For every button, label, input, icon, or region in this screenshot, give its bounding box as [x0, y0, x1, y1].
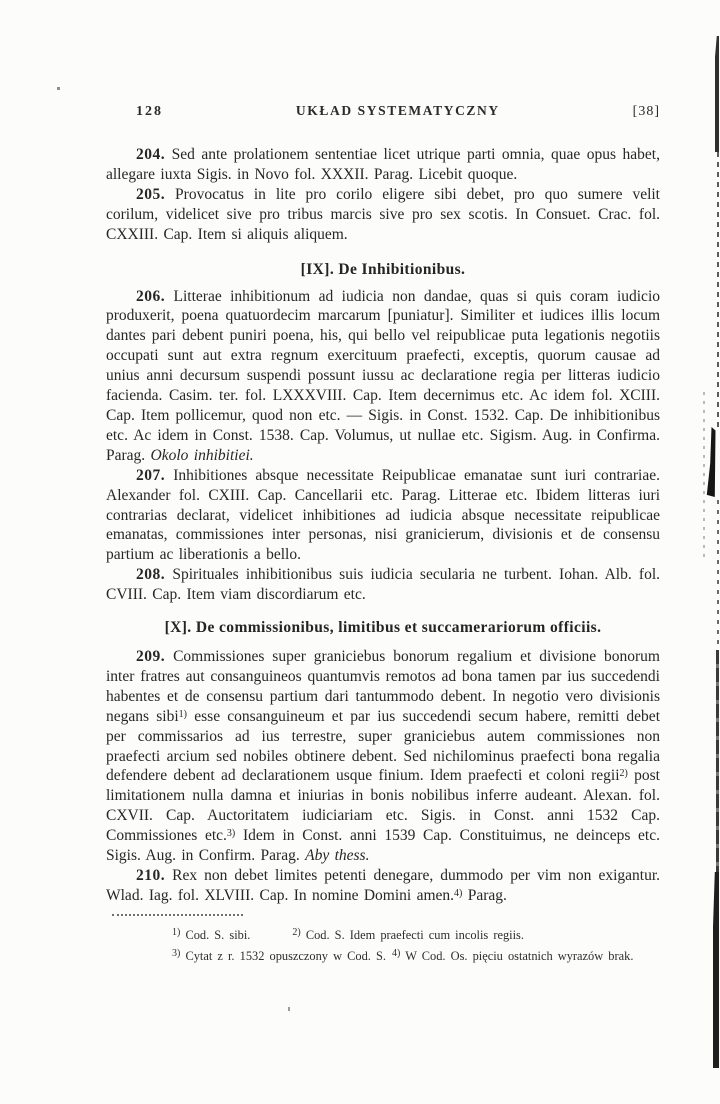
paragraph-number: 205. — [136, 185, 166, 203]
paragraph-207 — [106, 466, 660, 566]
footnote-text: Cod. S. Idem praefecti cum incolis regiis. — [300, 927, 524, 942]
paragraph-text: Sed ante prolationem sententiae licet utrique parti omnia, quae opus habet, allegare iuxta Sigis. in Novo fol. XXXII. Parag. Licebit quoque. — [106, 146, 660, 183]
paragraph-206 — [106, 287, 660, 466]
footnote-ref-3: 3) — [226, 828, 236, 840]
section-heading-ix: [IX]. De Inhibitionibus. — [300, 260, 466, 278]
paragraph-text: Parag. — [462, 886, 507, 904]
paragraph-number: 204. — [136, 146, 166, 163]
paragraph-text: Idem in Const. anni 1539 Cap. Constituimus, ne deinceps etc. Sigis. Aug. in Confirm. Parag. — [106, 827, 660, 865]
paragraph-210 — [106, 866, 660, 906]
scan-edge-artifact — [706, 427, 716, 497]
paragraph-208 — [106, 565, 660, 605]
page-content — [106, 103, 660, 968]
scan-edge-artifact — [703, 392, 705, 560]
page-number: 128 — [136, 104, 163, 119]
italic-phrase: Okolo inhibitiei. — [150, 446, 254, 464]
paragraph-number: 208. — [136, 566, 166, 584]
footnote-ref-2: 2) — [619, 768, 628, 780]
italic-phrase: Aby thess. — [305, 847, 370, 865]
paragraph-209 — [106, 647, 660, 866]
paragraph-text: Commissiones super graniciebus bonorum regalium et divisione bonorum inter fratres aut consanguineos quantumvis remotos ad bona tamen par ius succedendi habentes et de consensu partium dari tantummodo debent. In negotio vero divisionis negans sibi — [106, 648, 660, 725]
footnote-1 — [172, 928, 250, 942]
paragraph-number: 207. — [136, 466, 166, 484]
paragraph-number: 206. — [136, 287, 166, 305]
footnote-2 — [292, 928, 524, 942]
footnote-text: W Cod. Os. pięciu ostatnich wyrazów brak. — [400, 949, 634, 964]
scan-speck-artifact — [57, 87, 60, 90]
scan-edge-artifact — [713, 872, 719, 1068]
scan-edge-artifact — [715, 36, 719, 152]
paragraph-204 — [106, 145, 660, 185]
footnote-4 — [392, 949, 633, 963]
footnote-mark: 4) — [391, 948, 401, 960]
paragraph-205 — [106, 185, 660, 245]
paragraph-text: Inhibitiones absque necessitate Reipublicae emanatae sunt iuri contrariae. Alexander fol. CXIII. Cap. Cancellarii etc. Parag. Litterae etc. Ibidem litteras iuri contrarias declarat, videlicet inhibitiones ad iudicia absque necessitate reipublicae emanatas, commissiones inter personas, nisi granicierum, divisionis et de consensu partium ac liberationis a bello. — [106, 466, 660, 564]
margin-reference: [38] — [632, 104, 660, 119]
footnote-mark: 3) — [172, 948, 181, 960]
footnotes — [106, 925, 660, 968]
paragraph-text: Spirituales inhibitionibus suis iudicia secularia ne turbent. Iohan. Alb. fol. CVIII. Cap. Item viam discordiarum etc. — [106, 566, 660, 604]
running-header — [106, 103, 660, 120]
paragraph-number: 209. — [136, 648, 166, 666]
running-title: UKŁAD SYSTEMATYCZNY — [295, 103, 500, 118]
footnote-separator — [112, 914, 243, 916]
footnote-text: Cod. S. sibi. — [180, 927, 251, 942]
paragraph-text: Rex non debet limites petenti denegare, dummodo per vim non exigantur. Wlad. Iag. fol. XLVIII. Cap. In nomine Domini amen. — [106, 867, 660, 904]
scan-edge-artifact — [717, 152, 719, 428]
section-heading-x: [X]. De commissionibus, limitibus et succamerariorum officiis. — [164, 619, 602, 637]
footnote-line-2 — [172, 946, 660, 968]
footnote-mark: 1) — [172, 926, 181, 938]
paragraph-text: post limitationem nulla damna et iniurias in bonis nobilibus inferre audeant. Alexan. fol. CXVII. Cap. Auctoritatem iudiciariam etc. Sigis. in Const. anni 1532 Cap. Commissiones etc. — [106, 767, 660, 845]
scan-edge-artifact — [717, 500, 719, 650]
footnote-text: Cytat z r. 1532 opuszczony w Cod. S. — [180, 949, 386, 964]
paragraph-text: esse consanguineum et par ius succedendi secum habere, remitti debet per commissarios ad ius terrestre, super graniciebus autem commissiones non praefecti arcium sed nobiles obtinere debent. Sed nichilominus praefecti bona regalia defendere debent ad declarationem usque finium. Idem praefecti et coloni regii — [106, 707, 660, 785]
scan-speck-artifact — [288, 1007, 290, 1011]
footnote-line-1 — [172, 925, 660, 947]
paragraph-text: Litterae inhibitionum ad iudicia non dandae, quas si quis coram iudicio produxerit, poena quatuordecim marcarum [puniatur]. Similiter et iudices illis locum dantes pari debent puniri poena, his, qui bello vel reipublicae puta legationis negotiis occupati sunt aut extra regnum exercituum praefecti, exceptis, quorum causae ad unius anni decursum suspendi possunt iussu ac declaratione regia per litteras iudicio facienda. Casim. ter. fol. LXXXVIII. Cap. Item decernimus etc. Ac idem fol. XCIII. Cap. Item pollicemur, quod non etc. — Sigis. in Const. 1532. Cap. De inhibitionibus etc. Ac idem in Const. 1538. Cap. Volumus, ut nullae etc. Sigism. Aug. in Confirma. Parag. — [106, 287, 660, 464]
footnote-ref-4: 4) — [454, 887, 463, 899]
paragraph-text: Provocatus in lite pro corilo eligere sibi debet, pro quo sumere velit corilum, videlicet sive pro tribus marcis sive pro sex scotis. In Consuet. Crac. fol. CXXIII. Cap. Item si aliquis aliquem. — [106, 185, 660, 243]
footnote-ref-1: 1) — [178, 708, 188, 720]
paragraph-number: 210. — [136, 867, 166, 884]
footnote-3 — [172, 949, 386, 963]
footnote-mark: 2) — [292, 926, 301, 938]
scan-edge-artifact — [716, 650, 719, 874]
